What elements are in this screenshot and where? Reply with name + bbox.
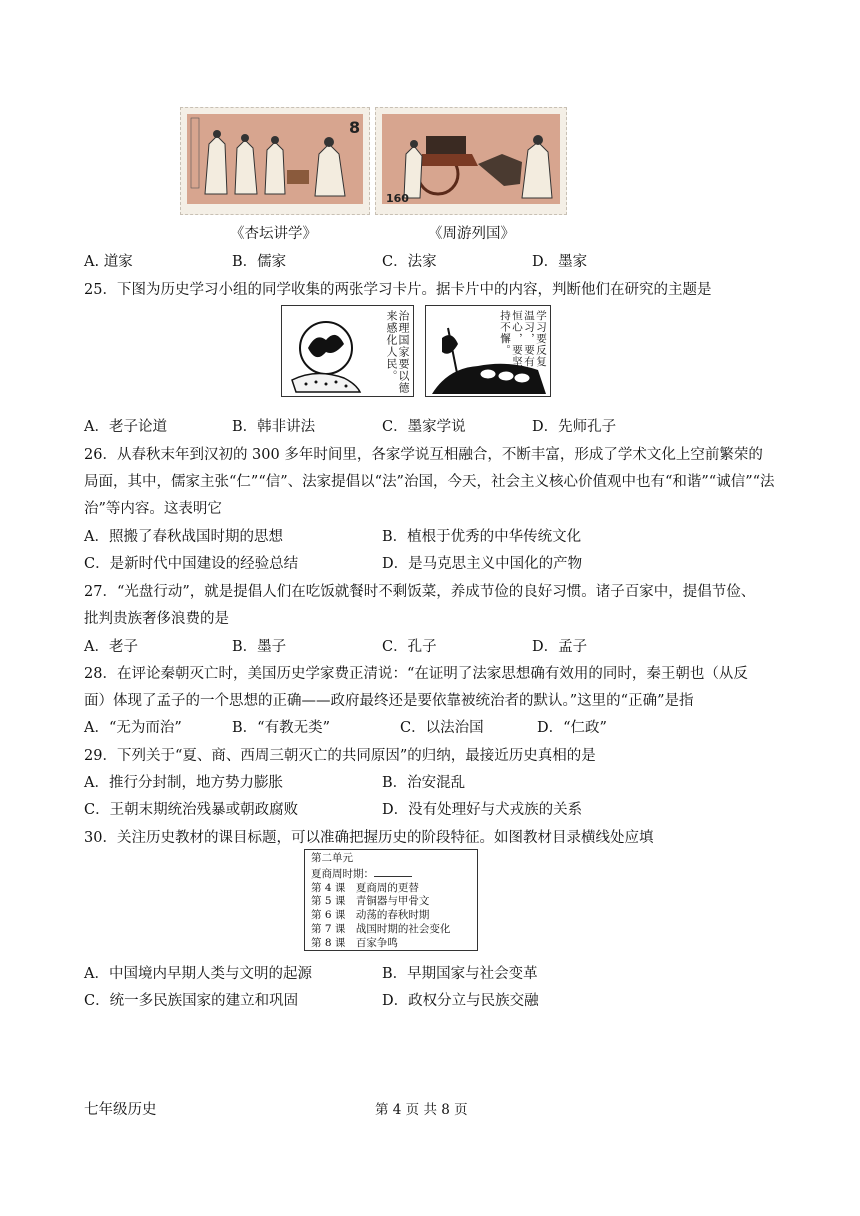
q27-option-b: B．墨子 — [232, 639, 287, 655]
q28-stem-line-2: 面）体现了孟子的一个思想的正确——政府最终还是要依靠被统治者的默认。”这里的“正确”是指 — [84, 693, 694, 709]
study-card-2 — [425, 305, 551, 397]
q25-option-b: B．韩非讲法 — [232, 419, 316, 435]
q24-option-d: D．墨家 — [532, 254, 588, 270]
card-1-text: 治理国家要以德来感化人民。 — [385, 310, 410, 394]
stamp-zhouyou — [375, 107, 567, 215]
directory-lesson-6: 第 6 课 动荡的春秋时期 — [311, 909, 430, 922]
q26-option-a: A．照搬了春秋战国时期的思想 — [84, 529, 283, 545]
study-card-1 — [281, 305, 414, 397]
q24-option-c: C．法家 — [382, 254, 437, 270]
q30-option-b: B．早期国家与社会变革 — [382, 966, 538, 982]
directory-lesson-5: 第 5 课 青铜器与甲骨文 — [311, 895, 430, 908]
footer-subject: 七年级历史 — [84, 1102, 157, 1118]
q26-option-d: D．是马克思主义中国化的产物 — [382, 556, 583, 572]
q28-option-a: A．“无为而治” — [84, 720, 182, 736]
stamp-xingtan-value: 8 — [349, 118, 361, 137]
q26-option-b: B．植根于优秀的中华传统文化 — [382, 529, 582, 545]
directory-lesson-7: 第 7 课 战国时期的社会变化 — [311, 922, 451, 935]
stamp-zhouyou-illustration — [382, 114, 560, 204]
q27-stem-line-1: 27．“光盘行动”，就是提倡人们在吃饭就餐时不剩饭菜，养成节俭的良好习惯。诸子百家中，提倡节俭、 — [84, 584, 756, 600]
stamp-xingtan-illustration — [187, 114, 363, 204]
q29-option-a: A．推行分封制，地方势力膨胀 — [84, 775, 283, 791]
q27-option-a: A．老子 — [84, 639, 138, 655]
q30-stem: 30．关注历史教材的课目标题，可以准确把握历史的阶段特征。如图教材目录横线处应填 — [84, 830, 654, 846]
stamp-zhouyou-value: 160 — [386, 192, 409, 205]
textbook-directory — [304, 849, 478, 951]
directory-lesson-8: 第 8 课 百家争鸣 — [311, 936, 398, 949]
stamp-caption-zhouyou: 《周游列国》 — [428, 226, 515, 242]
q26-stem-line-1: 26．从春秋末年到汉初的 300 多年时间里，各家学说互相融合，不断丰富，形成了学术文化上空前繁荣的 — [84, 447, 763, 463]
q30-option-a: A．中国境内早期人类与文明的起源 — [84, 966, 312, 982]
directory-lesson-4: 第 4 课 夏商周的更替 — [311, 881, 419, 894]
directory-blank — [374, 866, 412, 877]
directory-period-row — [311, 866, 471, 882]
q26-stem-line-2: 局面，其中，儒家主张“仁”“信”、法家提倡以“法”治国，今天，社会主义核心价值观中也有“和谐”“诚信”“法 — [84, 474, 775, 490]
q28-option-b: B．“有教无类” — [232, 720, 330, 736]
q28-option-d: D．“仁政” — [537, 720, 607, 736]
stamp-xingtan — [180, 107, 370, 215]
directory-unit: 第二单元 — [311, 852, 353, 864]
q24-option-a: A. 道家 — [84, 254, 133, 270]
q24-option-b: B．儒家 — [232, 254, 287, 270]
q30-option-c: C．统一多民族国家的建立和巩固 — [84, 993, 299, 1009]
card-2-text: 学习要反复温习，要有恒心，要坚持不懈。 — [499, 310, 547, 368]
q27-option-d: D．孟子 — [532, 639, 588, 655]
q25-option-a: A．老子论道 — [84, 419, 167, 435]
q26-stem-line-3: 治”等内容。这表明它 — [84, 501, 222, 517]
stamp-caption-xingtan: 《杏坛讲学》 — [230, 226, 317, 242]
q27-stem-line-2: 批判贵族奢侈浪费的是 — [84, 611, 229, 627]
q29-option-d: D．没有处理好与犬戎族的关系 — [382, 802, 583, 818]
footer-page-number: 第 4 页 共 8 页 — [375, 1102, 468, 1118]
q29-option-b: B．治安混乱 — [382, 775, 466, 791]
q30-option-d: D．政权分立与民族交融 — [382, 993, 539, 1009]
directory-period: 夏商周时期： — [311, 867, 374, 880]
card-1-illustration — [286, 308, 366, 396]
q29-option-c: C．王朝末期统治残暴或朝政腐败 — [84, 802, 299, 818]
q25-option-c: C．墨家学说 — [382, 419, 466, 435]
q28-stem-line-1: 28．在评论秦朝灭亡时，美国历史学家费正清说：“在证明了法家思想确有效用的同时，秦王朝也（从反 — [84, 666, 748, 682]
q25-option-d: D．先师孔子 — [532, 419, 617, 435]
q26-option-c: C．是新时代中国建设的经验总结 — [84, 556, 299, 572]
q28-option-c: C．以法治国 — [400, 720, 484, 736]
q27-option-c: C．孔子 — [382, 639, 437, 655]
q29-stem: 29．下列关于“夏、商、西周三朝灭亡的共同原因”的归纳，最接近历史真相的是 — [84, 748, 596, 764]
q25-stem: 25．下图为历史学习小组的同学收集的两张学习卡片。据卡片中的内容，判断他们在研究的主题是 — [84, 282, 712, 298]
